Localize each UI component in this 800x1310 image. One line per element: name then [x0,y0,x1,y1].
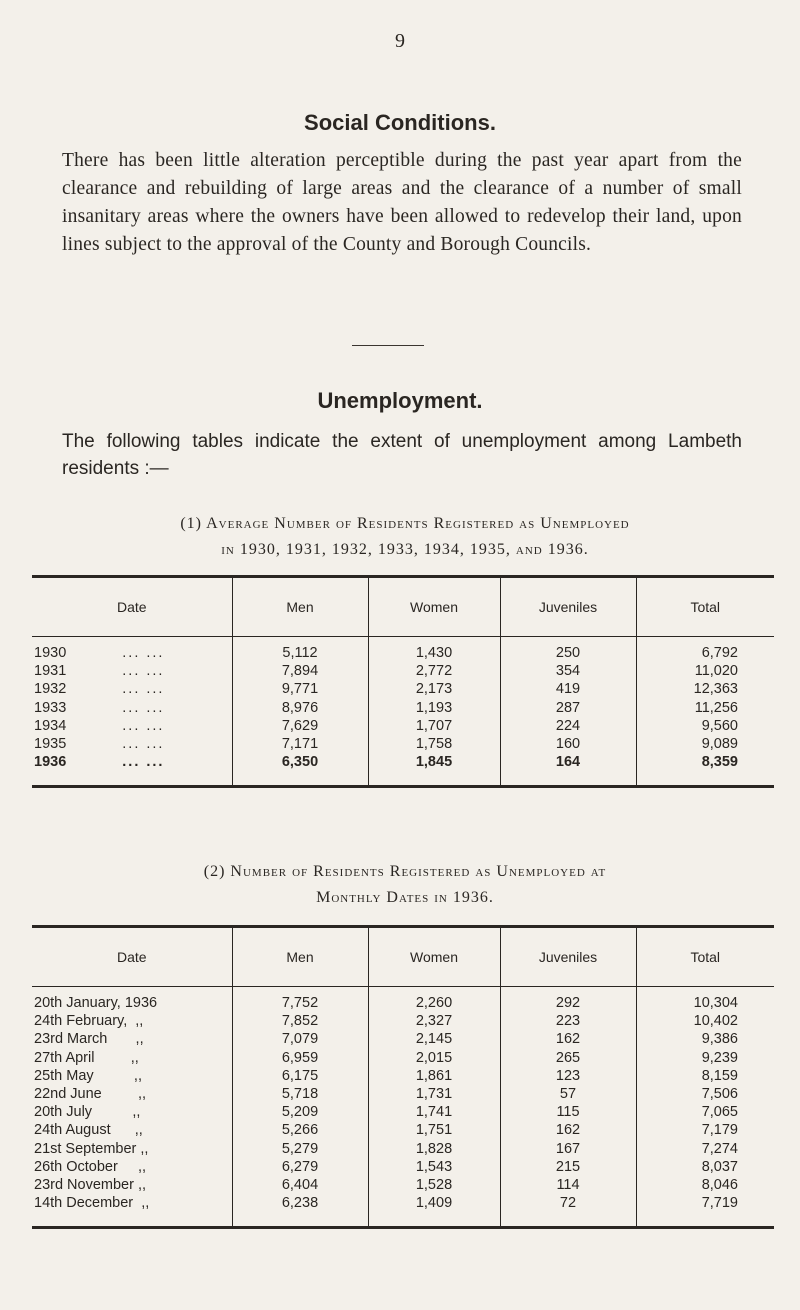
cell-date [32,1030,232,1048]
table-row [32,1049,774,1067]
cell-date [32,1049,232,1067]
leader-dots: ... ... [122,663,165,680]
table-row [32,637,774,663]
cell-men: 7,752 [232,987,368,1013]
cell-date [32,1067,232,1085]
cell-men: 5,279 [232,1140,368,1158]
date-label: 1935 [34,736,67,753]
date-label: 21st September ,, [34,1140,149,1157]
table1-caption-line2: in 1930, 1931, 1932, 1933, 1934, 1935, and 1936. [221,541,589,558]
cell-juveniles: 114 [500,1176,636,1194]
cell-total: 9,239 [636,1049,774,1067]
cell-juveniles: 287 [500,699,636,717]
cell-juveniles: 215 [500,1158,636,1176]
cell-juveniles: 250 [500,637,636,663]
table-row [32,1067,774,1085]
date-label: 1933 [34,699,67,716]
table2-header-women: Women [368,927,500,987]
cell-women: 1,193 [368,699,500,717]
cell-women: 2,327 [368,1012,500,1030]
table-row [32,662,774,680]
cell-date [32,987,232,1013]
cell-juveniles: 419 [500,680,636,698]
cell-date [32,637,232,663]
table-row [32,1121,774,1139]
cell-juveniles: 162 [500,1121,636,1139]
cell-juveniles: 167 [500,1140,636,1158]
cell-juveniles: 57 [500,1085,636,1103]
cell-date [32,1121,232,1139]
cell-men: 6,175 [232,1067,368,1085]
cell-date [32,662,232,680]
leader-dots: ... ... [122,699,165,716]
cell-total: 10,402 [636,1012,774,1030]
table1-header-total: Total [636,577,774,637]
date-label: 1931 [34,663,67,680]
cell-juveniles: 72 [500,1194,636,1228]
cell-total: 7,719 [636,1194,774,1228]
table2-header-juveniles: Juveniles [500,927,636,987]
cell-men: 6,350 [232,753,368,787]
page-number: 9 [395,30,405,52]
cell-total: 7,506 [636,1085,774,1103]
table-monthly-unemployed [32,925,774,1229]
cell-total: 6,792 [636,637,774,663]
cell-women: 1,528 [368,1176,500,1194]
table-row [32,1103,774,1121]
cell-juveniles: 164 [500,753,636,787]
cell-total: 9,089 [636,735,774,753]
table1-caption-line1: (1) Average Number of Residents Registered as Unemployed [180,515,630,532]
section-divider [352,345,424,346]
cell-men: 5,266 [232,1121,368,1139]
cell-date [32,1194,232,1228]
table-row [32,1140,774,1158]
leader-dots: ... ... [122,681,165,698]
cell-men: 6,238 [232,1194,368,1228]
cell-women: 2,145 [368,1030,500,1048]
table2-header-date: Date [32,927,232,987]
table-row [32,1012,774,1030]
table1-header-date: Date [32,577,232,637]
table-average-unemployed [32,575,774,788]
table2-caption [60,859,750,911]
table-row [32,735,774,753]
unemployment-intro: The following tables indicate the extent of unemployment among Lambeth residents :— [62,431,742,479]
social-conditions-heading: Social Conditions. [304,110,496,135]
cell-date [32,1176,232,1194]
leader-dots: ... ... [122,645,165,662]
table1-header-row [32,577,774,637]
social-conditions-paragraph: There has been little alteration perceptible during the past year apart from the clearance and rebuilding of large areas and the clearance of a number of small insanitary areas where the owners have been allowed to redevelop their land, upon lines subject to the approval of the County and Borough Councils. [62,150,742,255]
date-label: 23rd March ,, [34,1031,144,1048]
table2-header-row [32,927,774,987]
cell-men: 8,976 [232,699,368,717]
cell-juveniles: 123 [500,1067,636,1085]
cell-date [32,735,232,753]
cell-total: 8,037 [636,1158,774,1176]
date-label: 27th April ,, [34,1049,139,1066]
cell-date [32,753,232,787]
cell-total: 7,065 [636,1103,774,1121]
date-label: 25th May ,, [34,1067,142,1084]
cell-date [32,1012,232,1030]
date-label: 24th August ,, [34,1122,143,1139]
cell-women: 1,707 [368,717,500,735]
date-label: 26th October ,, [34,1158,147,1175]
cell-women: 1,409 [368,1194,500,1228]
table-row [32,1194,774,1228]
cell-women: 2,772 [368,662,500,680]
cell-women: 1,430 [368,637,500,663]
cell-total: 8,359 [636,753,774,787]
table-row [32,753,774,787]
table1-caption [60,511,750,563]
cell-juveniles: 265 [500,1049,636,1067]
cell-women: 1,751 [368,1121,500,1139]
cell-men: 7,079 [232,1030,368,1048]
table-row [32,1030,774,1048]
cell-men: 7,852 [232,1012,368,1030]
cell-date [32,699,232,717]
table2-caption-line2: Monthly Dates in 1936. [316,889,494,906]
date-label: 1936 [34,754,67,771]
table-row [32,680,774,698]
date-label: 24th February, ,, [34,1013,144,1030]
table-row [32,1158,774,1176]
cell-men: 5,112 [232,637,368,663]
cell-women: 1,861 [368,1067,500,1085]
cell-men: 5,209 [232,1103,368,1121]
cell-women: 2,173 [368,680,500,698]
date-label: 14th December ,, [34,1195,150,1212]
unemployment-heading: Unemployment. [317,388,483,413]
cell-total: 9,386 [636,1030,774,1048]
table-row [32,699,774,717]
cell-women: 1,828 [368,1140,500,1158]
cell-women: 1,758 [368,735,500,753]
cell-date [32,717,232,735]
table-row [32,1085,774,1103]
cell-women: 1,845 [368,753,500,787]
cell-date [32,1158,232,1176]
date-label: 20th January, 1936 [34,995,158,1012]
table2-caption-line1: (2) Number of Residents Registered as Unemployed at [203,863,607,880]
cell-juveniles: 223 [500,1012,636,1030]
leader-dots: ... ... [122,754,165,771]
cell-total: 9,560 [636,717,774,735]
cell-total: 7,274 [636,1140,774,1158]
table1-header-men: Men [232,577,368,637]
cell-men: 7,894 [232,662,368,680]
leader-dots: ... ... [122,717,165,734]
date-label: 1934 [34,717,67,734]
cell-juveniles: 162 [500,1030,636,1048]
cell-date [32,1103,232,1121]
date-label: 1932 [34,681,67,698]
leader-dots: ... ... [122,736,165,753]
cell-date [32,1140,232,1158]
cell-women: 1,543 [368,1158,500,1176]
cell-date [32,680,232,698]
date-label: 23rd November ,, [34,1176,147,1193]
cell-men: 6,404 [232,1176,368,1194]
cell-total: 10,304 [636,987,774,1013]
cell-women: 2,260 [368,987,500,1013]
cell-juveniles: 224 [500,717,636,735]
table-row [32,987,774,1013]
table-row [32,717,774,735]
cell-men: 7,629 [232,717,368,735]
cell-women: 2,015 [368,1049,500,1067]
cell-total: 11,256 [636,699,774,717]
cell-men: 9,771 [232,680,368,698]
cell-men: 6,959 [232,1049,368,1067]
cell-date [32,1085,232,1103]
date-label: 20th July ,, [34,1104,141,1121]
cell-total: 8,159 [636,1067,774,1085]
cell-total: 8,046 [636,1176,774,1194]
cell-total: 7,179 [636,1121,774,1139]
date-label: 22nd June ,, [34,1086,147,1103]
cell-total: 11,020 [636,662,774,680]
cell-juveniles: 354 [500,662,636,680]
cell-men: 5,718 [232,1085,368,1103]
date-label: 1930 [34,645,67,662]
table1-header-juveniles: Juveniles [500,577,636,637]
cell-men: 7,171 [232,735,368,753]
table2-header-men: Men [232,927,368,987]
cell-women: 1,731 [368,1085,500,1103]
cell-men: 6,279 [232,1158,368,1176]
cell-women: 1,741 [368,1103,500,1121]
table1-header-women: Women [368,577,500,637]
cell-total: 12,363 [636,680,774,698]
table2-header-total: Total [636,927,774,987]
cell-juveniles: 160 [500,735,636,753]
cell-juveniles: 115 [500,1103,636,1121]
table-row [32,1176,774,1194]
cell-juveniles: 292 [500,987,636,1013]
